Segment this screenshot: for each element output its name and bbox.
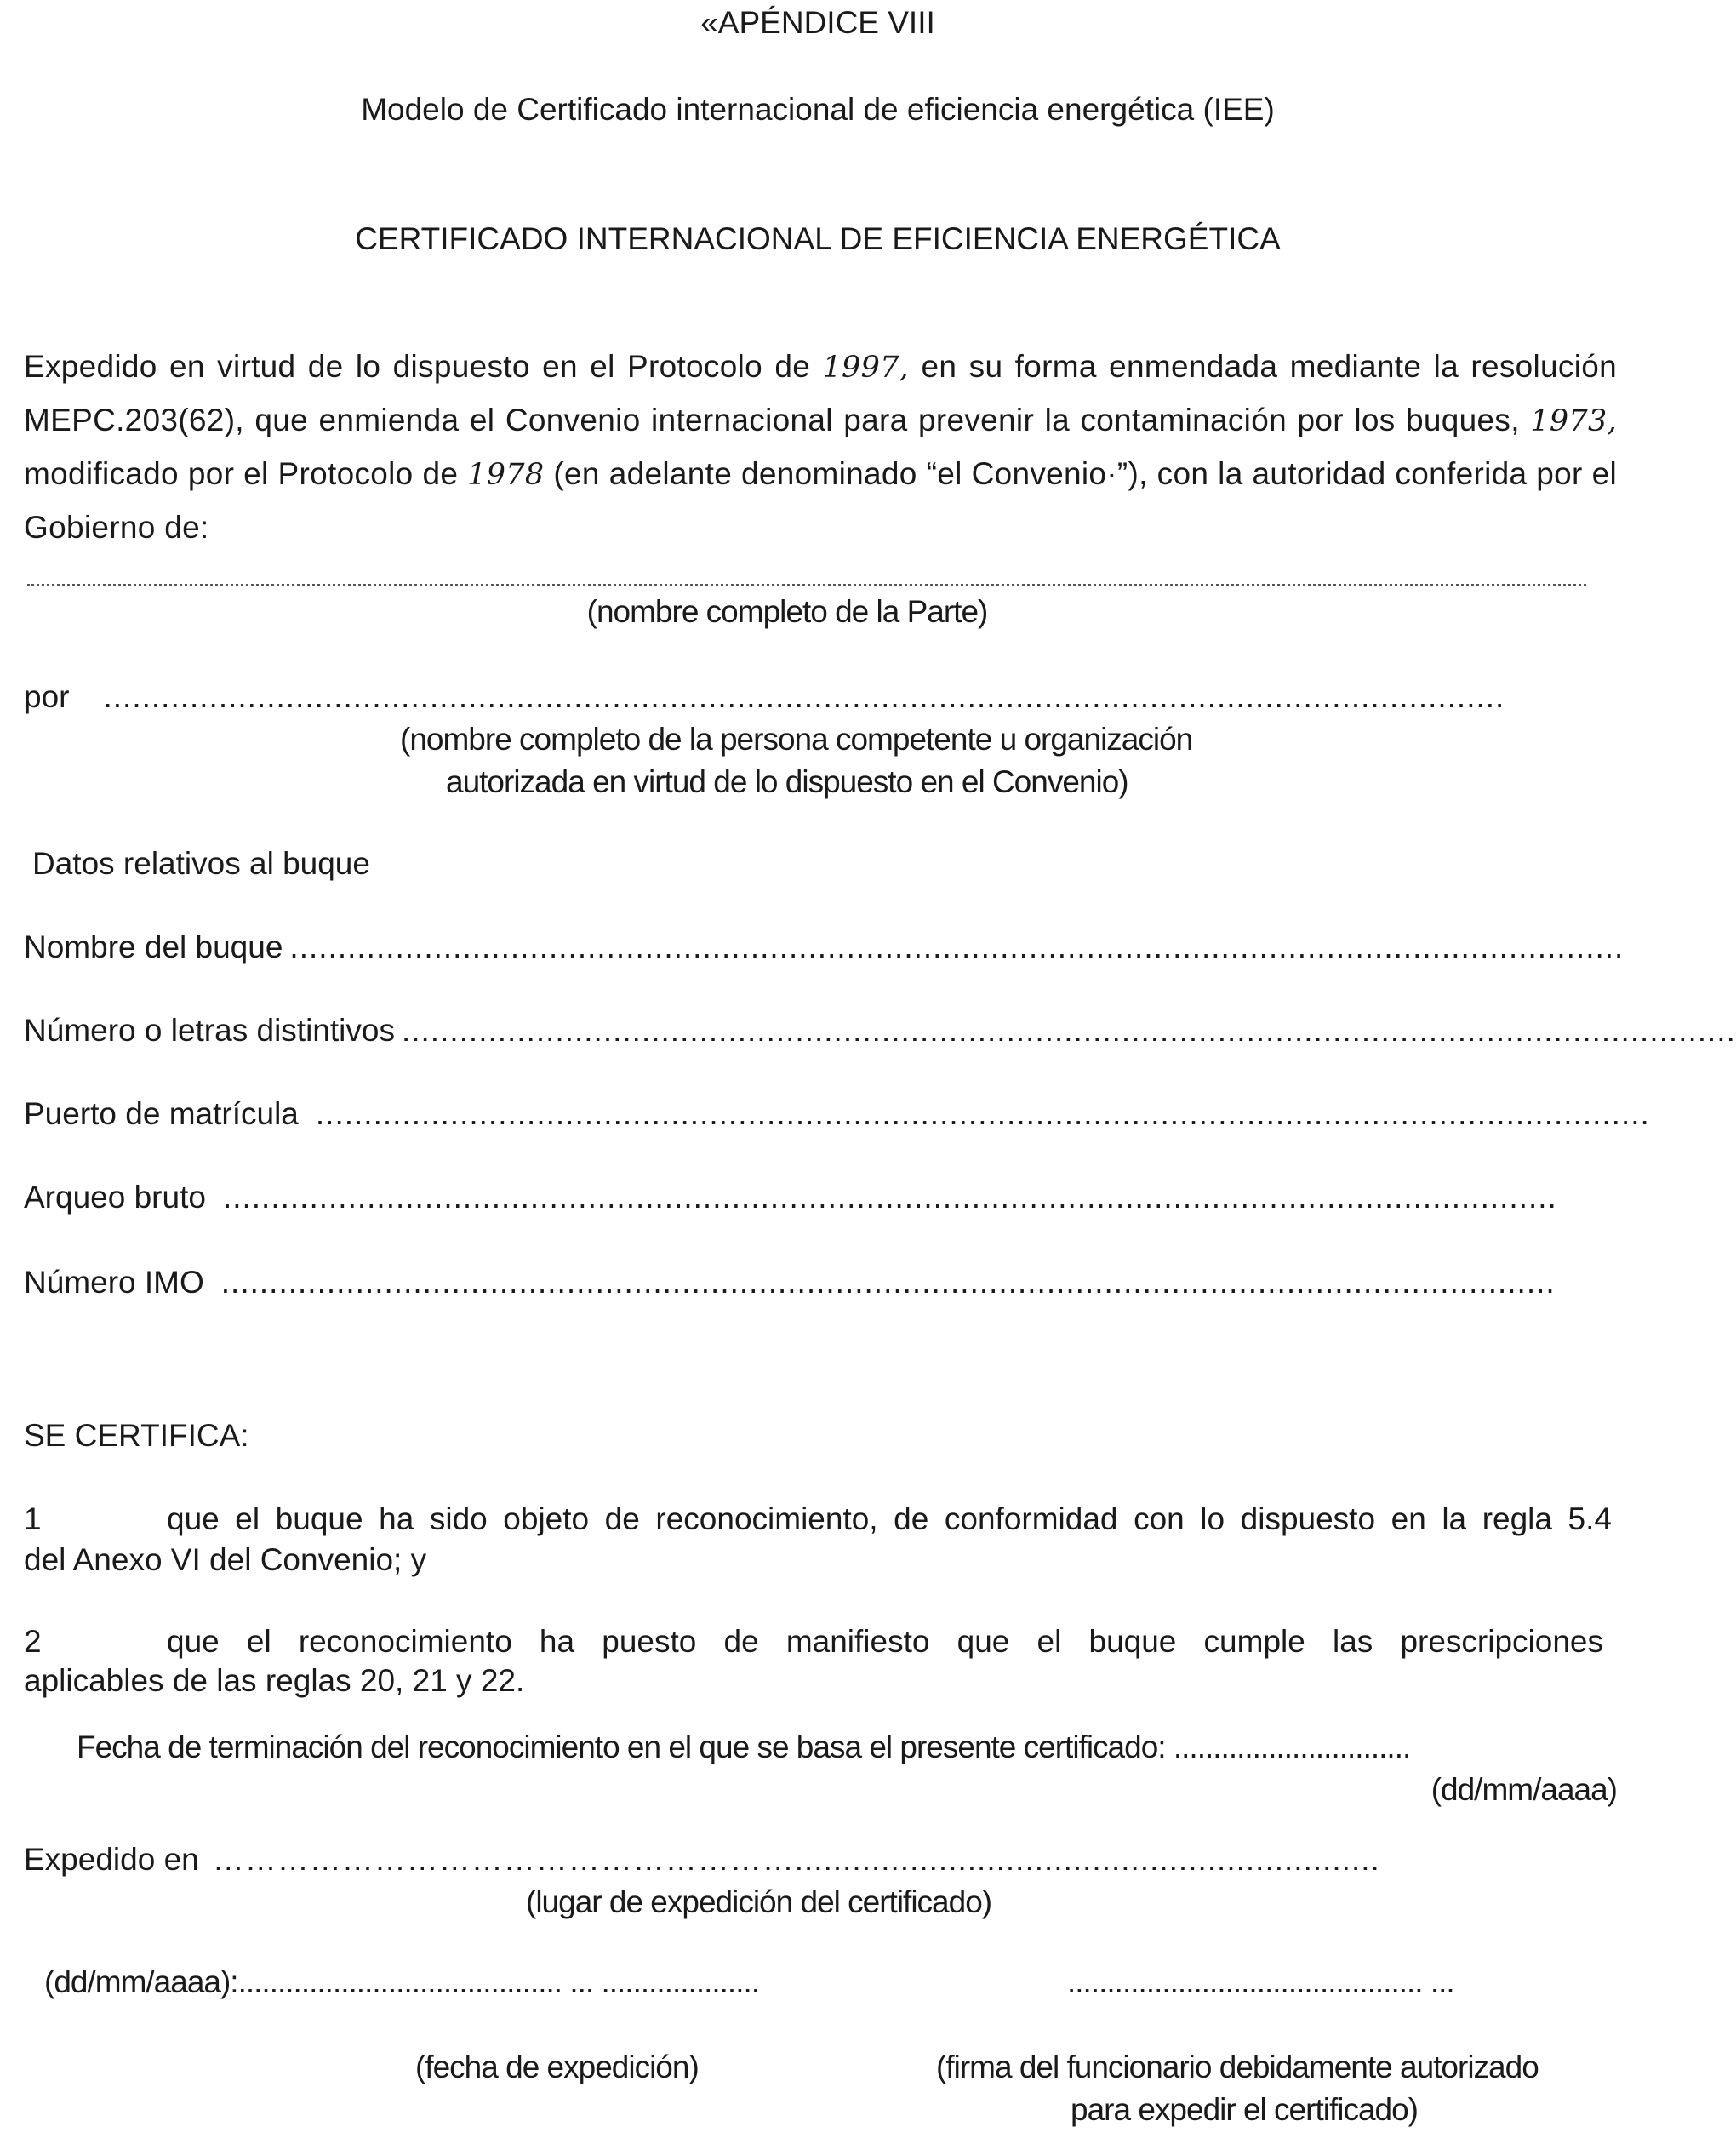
por-caption-line1: (nombre completo de la persona competente u organización bbox=[400, 722, 1193, 757]
party-caption: (nombre completo de la Parte) bbox=[586, 594, 988, 629]
field-dots: ........................................................................................................................................... bbox=[220, 1265, 1556, 1300]
appendix-heading: «APÉNDICE VIII bbox=[700, 5, 935, 40]
field-dots: ........................................................................................................................................... bbox=[289, 929, 1625, 964]
field-distinctive-number[interactable] bbox=[24, 1011, 1736, 1050]
field-dots: ........................................................................................................................................... bbox=[315, 1096, 1650, 1131]
completion-date-line[interactable]: Fecha de terminación del reconocimiento en el que se basa el presente certificado: .............................. bbox=[77, 1729, 1411, 1764]
signature-line[interactable]: ............................................. ... bbox=[1067, 1964, 1454, 1999]
field-label: Número o letras distintivos bbox=[24, 1013, 395, 1048]
issued-at-line[interactable] bbox=[24, 1840, 1571, 1879]
item-1-text: que el buque ha sido objeto de reconocimiento, de conformidad con lo dispuesto en la regla 5.4 bbox=[167, 1501, 1612, 1536]
field-label: Nombre del buque bbox=[24, 929, 283, 964]
year-1973: 1973, bbox=[1530, 404, 1617, 438]
field-label: Número IMO bbox=[24, 1265, 204, 1300]
party-name-line[interactable] bbox=[27, 584, 1586, 586]
intro-text-1: Expedido en virtud de lo dispuesto en el Protocolo de bbox=[24, 349, 823, 384]
item-1-number: 1 bbox=[24, 1501, 42, 1536]
year-1978: 1978 bbox=[467, 458, 545, 492]
item-1-continuation: del Anexo VI del Convenio; y bbox=[24, 1542, 427, 1577]
intro-text-2: en su forma enmendada mediante la resolución MEPC.203(62), que enmienda el Convenio internacional para prevenir la contaminación por los buques, bbox=[24, 349, 1617, 437]
field-ship-name[interactable] bbox=[24, 928, 1625, 967]
issue-date-line[interactable]: (dd/mm/aaaa):......................................... ... .................... bbox=[44, 1964, 760, 1999]
signature-caption-line2: para expedir el certificado) bbox=[1071, 2092, 1418, 2127]
field-gross-tonnage[interactable] bbox=[24, 1178, 1571, 1217]
item-2-text: que el reconocimiento ha puesto de manifiesto que el buque cumple las prescripciones bbox=[167, 1624, 1603, 1659]
intro-text-3: modificado por el Protocolo de bbox=[24, 456, 468, 491]
item-2-continuation: aplicables de las reglas 20, 21 y 22. bbox=[24, 1663, 525, 1698]
model-title: Modelo de Certificado internacional de eficiencia energética (IEE) bbox=[361, 92, 1275, 127]
certify-heading: SE CERTIFICA: bbox=[24, 1418, 249, 1453]
completion-date-format: (dd/mm/aaaa) bbox=[1430, 1772, 1617, 1807]
issue-date-caption: (fecha de expedición) bbox=[415, 2050, 699, 2084]
intro-text-4: (en adelante denominado “el Convenio·”), con la autoridad conferida por el Gobierno de: bbox=[24, 456, 1617, 545]
por-label: por bbox=[24, 679, 70, 714]
signature-caption-line1: (firma del funcionario debidamente autorizado bbox=[936, 2050, 1539, 2084]
issued-label: Expedido en bbox=[24, 1842, 199, 1877]
certificate-title: CERTIFICADO INTERNACIONAL DE EFICIENCIA ENERGÉTICA bbox=[355, 221, 1281, 256]
year-1997: 1997, bbox=[822, 351, 910, 385]
item-2-number: 2 bbox=[24, 1624, 42, 1659]
field-label: Arqueo bruto bbox=[24, 1180, 206, 1215]
field-dots: ........................................................................................................................................... bbox=[401, 1013, 1736, 1048]
intro-paragraph bbox=[24, 340, 1617, 554]
field-port-of-registry[interactable] bbox=[24, 1095, 1650, 1134]
field-imo-number[interactable] bbox=[24, 1263, 1571, 1302]
field-dots: ........................................................................................................................................... bbox=[222, 1180, 1557, 1215]
por-caption-line2: autorizada en virtud de lo dispuesto en el Convenio) bbox=[446, 764, 1128, 799]
por-dots: .................................................................................................................................................. bbox=[103, 679, 1505, 714]
ship-data-heading: Datos relativos al buque bbox=[32, 846, 370, 881]
issued-dots: ………………………………………………............................................................. bbox=[212, 1842, 1380, 1877]
por-line[interactable] bbox=[24, 678, 1581, 717]
field-label: Puerto de matrícula bbox=[24, 1096, 299, 1131]
issued-caption: (lugar de expedición del certificado) bbox=[526, 1884, 992, 1919]
